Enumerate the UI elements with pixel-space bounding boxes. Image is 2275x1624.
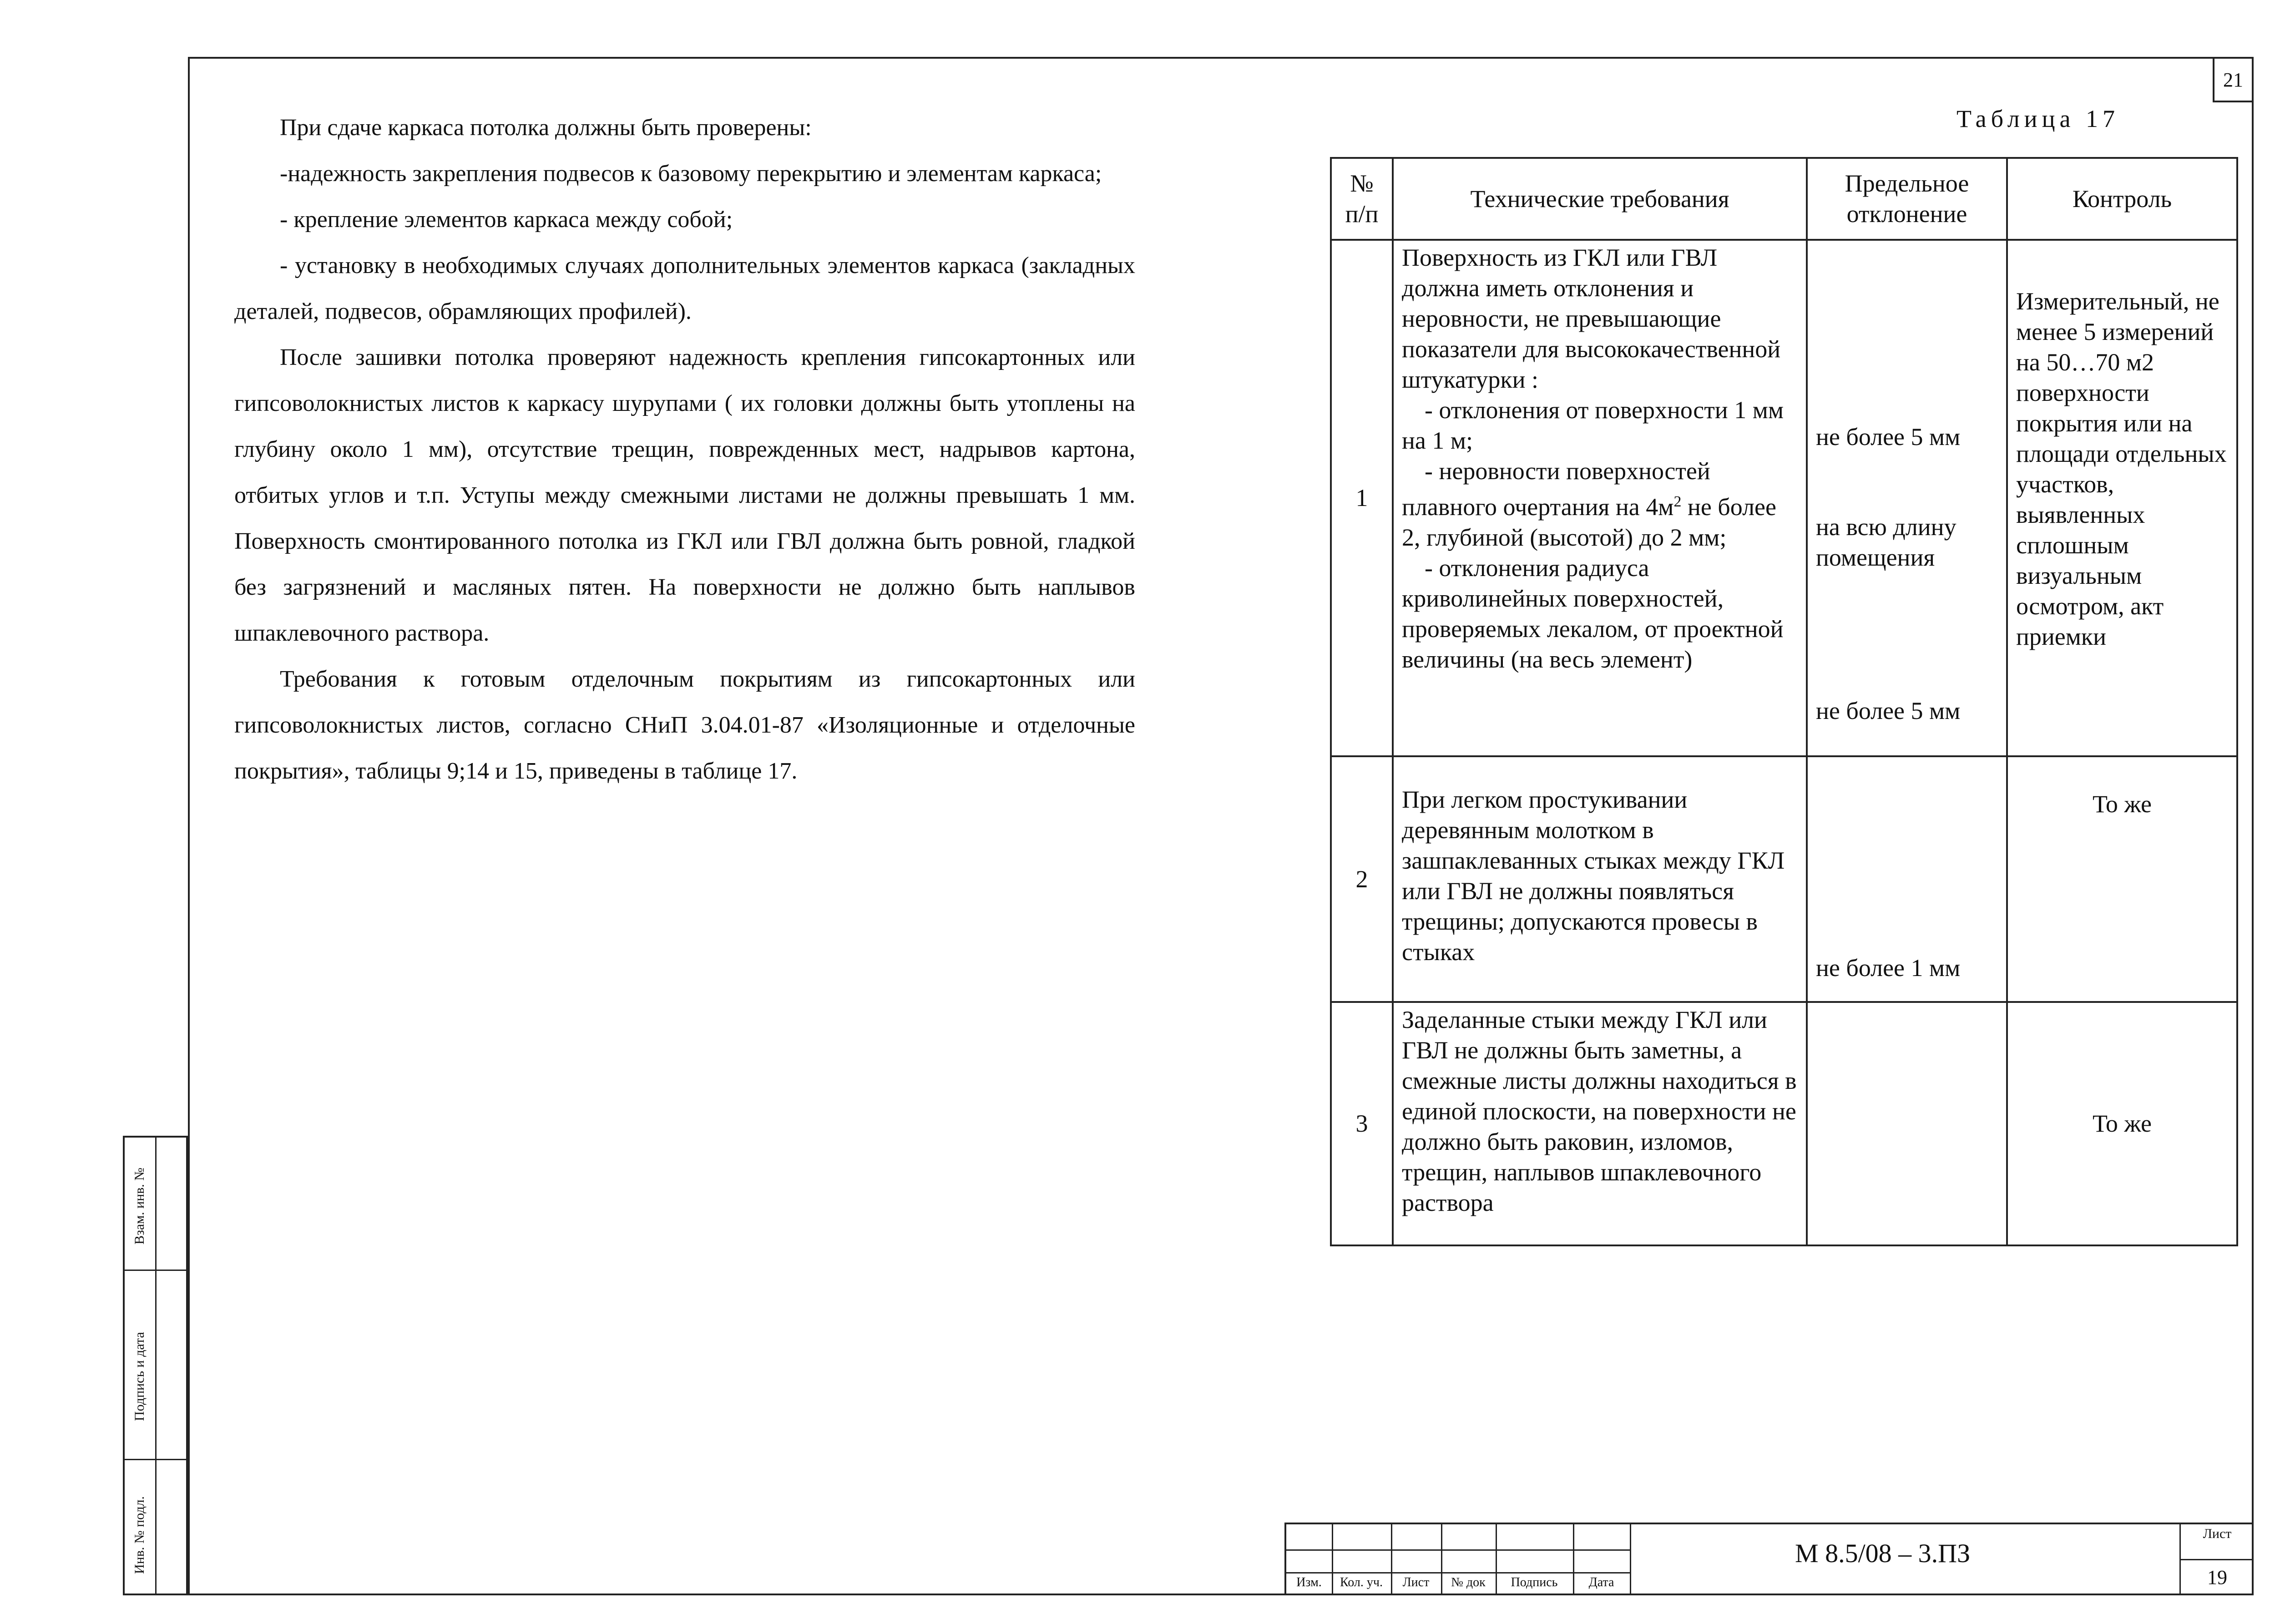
row-number: 1 bbox=[1331, 240, 1393, 756]
control-cell: Измерительный, не менее 5 измерений на 50…70 м2 поверхности покрытия или на площади отдельных участков, выявленных сплошным визуальным осмотром, акт приемки bbox=[2007, 240, 2237, 756]
superscript: 2 bbox=[1673, 493, 1682, 510]
header-control: Контроль bbox=[2007, 158, 2237, 240]
row-number: 3 bbox=[1331, 1002, 1393, 1245]
requirement-item-text: не более 2, глубиной (высотой) до 2 мм; bbox=[1402, 493, 1776, 551]
deviation-value: на всю длину помещения bbox=[1816, 513, 1956, 571]
title-block bbox=[1284, 1523, 2254, 1595]
row-number: 2 bbox=[1331, 756, 1393, 1002]
table-caption: Таблица 17 bbox=[1956, 105, 2119, 132]
side-label-inventory-original: Инв. № подл. bbox=[132, 1496, 147, 1574]
paragraph: После зашивки потолка проверяют надежность крепления гипсокартонных или гипсоволокнистых листов к каркасу шурупами ( их головки должны быть утоплены на глубину около 1 мм), отсутствие трещин, поврежденных мест, надрывов картона, отбитых углов и т.п. Уступы между смежными листами не должны превышать 1 мм. Поверхность смонтированного потолка из ГКЛ или ГВЛ должна быть ровной, гладкой без загрязнений и масляных пятен. На поверхности не должно быть наплывов шпаклевочного раствора. bbox=[234, 344, 1135, 646]
side-cell-replacement bbox=[125, 1138, 157, 1270]
label-change: Изм. bbox=[1296, 1575, 1322, 1589]
requirement-item: - отклонения от поверхности 1 мм на 1 м; bbox=[1402, 396, 1784, 454]
requirement-item-text: - неровности поверхностей плавного очертания на 4м bbox=[1402, 457, 1710, 521]
side-label-signature-date: Подпись и дата bbox=[132, 1332, 147, 1421]
header-number bbox=[1331, 158, 1393, 240]
sheet-box bbox=[2179, 1523, 2254, 1595]
deviation-value: не более 1 мм bbox=[1816, 954, 1961, 981]
requirement-cell: Заделанные стыки между ГКЛ или ГВЛ не должны быть заметны, а смежные листы должны находиться в единой плоскости, на поверхности не должно быть раковин, изломов, трещин, наплывов шпаклевочного раствора bbox=[1393, 1002, 1807, 1245]
paragraph: -надежность закрепления подвесов к базовому перекрытию и элементам каркаса; bbox=[280, 161, 1102, 187]
header-deviation bbox=[1807, 158, 2007, 240]
requirement-item: - отклонения радиуса криволинейных поверхностей, проверяемых лекалом, от проектной величины (на весь элемент) bbox=[1402, 554, 1784, 673]
requirement-intro: Поверхность из ГКЛ или ГВЛ должна иметь отклонения и неровности, не превышающие показатели для высококачественной штукатурки : bbox=[1402, 244, 1781, 393]
page-number: 21 bbox=[2213, 57, 2254, 102]
requirement-cell: При легком простукивании деревянным молотком в зашпаклеванных стыках между ГКЛ или ГВЛ не должны появляться трещины; допускаются провесы в стыках bbox=[1393, 756, 1807, 1002]
label-signature: Подпись bbox=[1511, 1575, 1558, 1589]
table-row bbox=[1331, 756, 2237, 1002]
header-number-line: п/п bbox=[1345, 200, 1379, 228]
table-header-row bbox=[1331, 158, 2237, 240]
requirements-table bbox=[1330, 157, 2238, 1246]
header-deviation-line: отклонение bbox=[1846, 200, 1967, 228]
side-stamp bbox=[123, 1136, 188, 1595]
label-date: Дата bbox=[1588, 1575, 1614, 1589]
deviation-value: не более 5 мм bbox=[1816, 697, 1961, 724]
sheet-number: 19 bbox=[2181, 1559, 2254, 1589]
grid-row bbox=[1286, 1572, 1630, 1573]
control-cell: То же bbox=[2007, 756, 2237, 1002]
paragraph: - установку в необходимых случаях дополнительных элементов каркаса (закладных деталей, подвесов, обрамляющих профилей). bbox=[234, 253, 1135, 324]
control-cell: То же bbox=[2007, 1002, 2237, 1245]
side-label-replacement-inv: Взам. инв. № bbox=[132, 1167, 147, 1245]
requirement-item bbox=[1402, 456, 1798, 553]
header-number-line: № bbox=[1350, 170, 1374, 197]
paragraph: При сдаче каркаса потолка должны быть проверены: bbox=[280, 115, 812, 141]
body-text bbox=[234, 105, 1135, 794]
grid-row bbox=[1286, 1549, 1630, 1551]
deviation-cell bbox=[1807, 1002, 2007, 1245]
header-deviation-line: Предельное bbox=[1845, 170, 1969, 197]
table-row bbox=[1331, 1002, 2237, 1245]
side-cell-inventory bbox=[125, 1460, 157, 1594]
label-doc-number: № док bbox=[1451, 1575, 1486, 1589]
header-requirements: Технические требования bbox=[1393, 158, 1807, 240]
paragraph: Требования к готовым отделочным покрытиям из гипсокартонных или гипсоволокнистых листов, согласно СНиП 3.04.01-87 «Изоляционные и отделочные покрытия», таблицы 9;14 и 15, приведены в таблице 17. bbox=[234, 666, 1135, 784]
deviation-value: не более 5 мм bbox=[1816, 423, 1961, 450]
sheet-label: Лист bbox=[2203, 1526, 2232, 1541]
deviation-cell bbox=[1807, 756, 2007, 1002]
table-row bbox=[1331, 240, 2237, 756]
requirement-cell bbox=[1393, 240, 1807, 756]
label-sheet: Лист bbox=[1402, 1575, 1430, 1589]
label-count: Кол. уч. bbox=[1340, 1575, 1383, 1589]
document-code: М 8.5/08 – 3.ПЗ bbox=[1795, 1538, 1971, 1568]
title-block-grid bbox=[1286, 1524, 1630, 1594]
paragraph: - крепление элементов каркаса между собой; bbox=[280, 207, 733, 233]
side-cell-signature bbox=[125, 1271, 157, 1459]
deviation-cell bbox=[1807, 240, 2007, 756]
